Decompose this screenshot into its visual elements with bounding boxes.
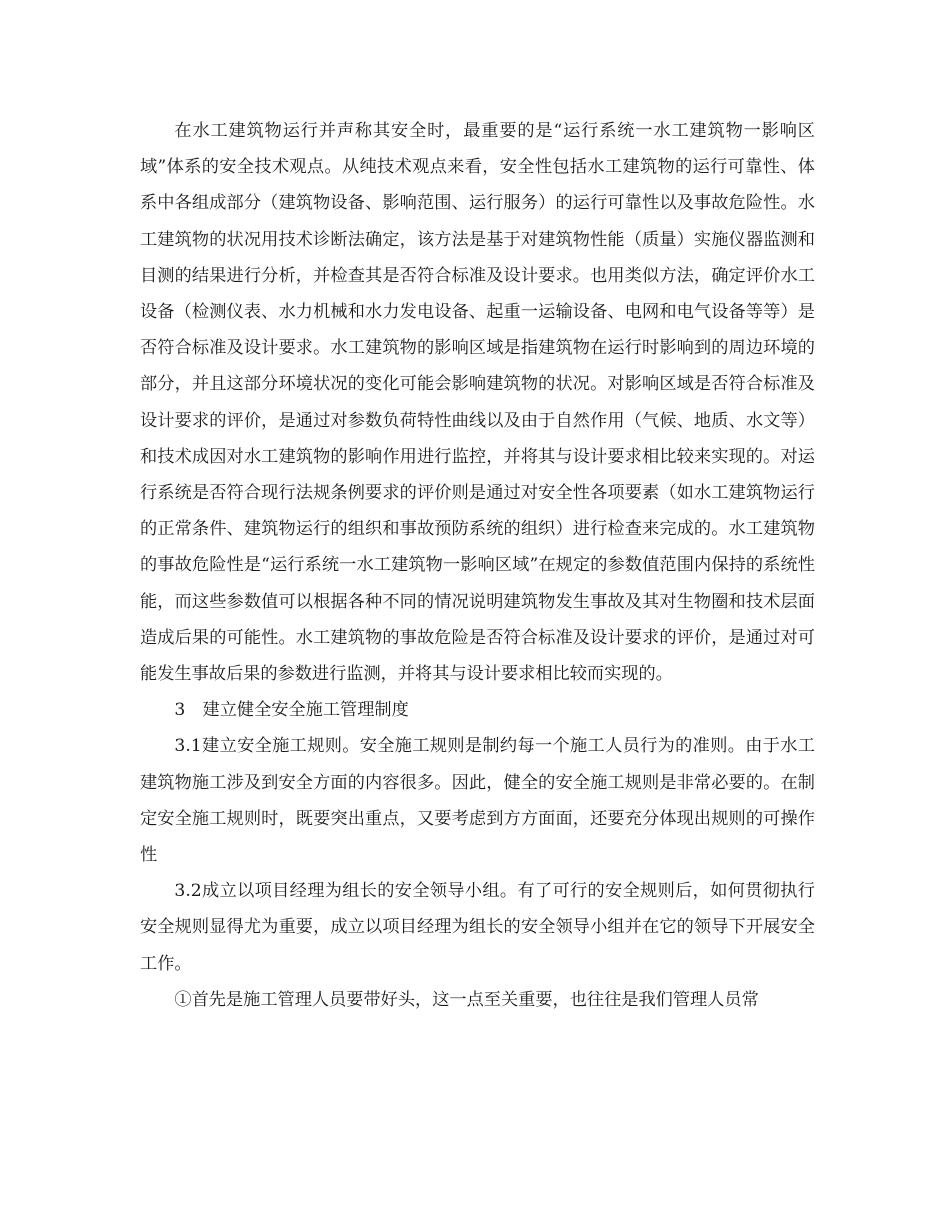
- paragraph-safety-viewpoint: 在水工建筑物运行并声称其安全时，最重要的是“运行系统一水工建筑物一影响区域”体系的安全技术观点。从纯技术观点来看，安全性包括水工建筑物的运行可靠性、体系中各组成部分（建筑物设备、影响范围、运行服务）的运行可靠性以及事故危险性。水工建筑物的状况用技术诊断法确定，该方法是基于对建筑物性能（质量）实施仪器监测和目测的结果进行分析，并检查其是否符合标准及设计要求。也用类似方法，确定评价水工设备（检测仪表、水力机械和水力发电设备、起重一运输设备、电网和电气设备等等）是否符合标准及设计要求。水工建筑物的影响区域是指建筑物在运行时影响到的周边环境的部分，并且这部分环境状况的变化可能会影响建筑物的状况。对影响区域是否符合标准及设计要求的评价，是通过对参数负荷特性曲线以及由于自然作用（气候、地质、水文等）和技术成因对水工建筑物的影响作用进行监控，并将其与设计要求相比较来实现的。对运行系统是否符合现行法规条例要求的评价则是通过对安全性各项要素（如水工建筑物运行的正常条件、建筑物运行的组织和事故预防系统的组织）进行检查来完成的。水工建筑物的事故危险性是“运行系统一水工建筑物一影响区域”在规定的参数值范围内保持的系统性能，而这些参数值可以根据各种不同的情况说明建筑物发生事故及其对生物圈和技术层面造成后果的可能性。水工建筑物的事故危险是否符合标准及设计要求的评价，是通过对可能发生事故后果的参数进行监测，并将其与设计要求相比较而实现的。: [140, 121, 815, 685]
- paragraph-3-1: 3.1建立安全施工规则。安全施工规则是制约每一个施工人员行为的准则。由于水工建筑物施工涉及到安全方面的内容很多。因此，健全的安全施工规则是非常必要的。在制定安全施工规则时，既要突出重点，又要考虑到方方面面，还要充分体现出规则的可操作性: [140, 736, 815, 866]
- paragraph-3-2: 3.2成立以项目经理为组长的安全领导小组。有了可行的安全规则后，如何贯彻执行安全规则显得尤为重要，成立以项目经理为组长的安全领导小组并在它的领导下开展安全工作。: [140, 881, 815, 974]
- paragraph-item-1: ①首先是施工管理人员要带好头，这一点至关重要，也往往是我们管理人员常: [174, 989, 759, 1010]
- document-page: [140, 113, 815, 1018]
- section-heading-3: 3 建立健全安全施工管理制度: [174, 700, 409, 721]
